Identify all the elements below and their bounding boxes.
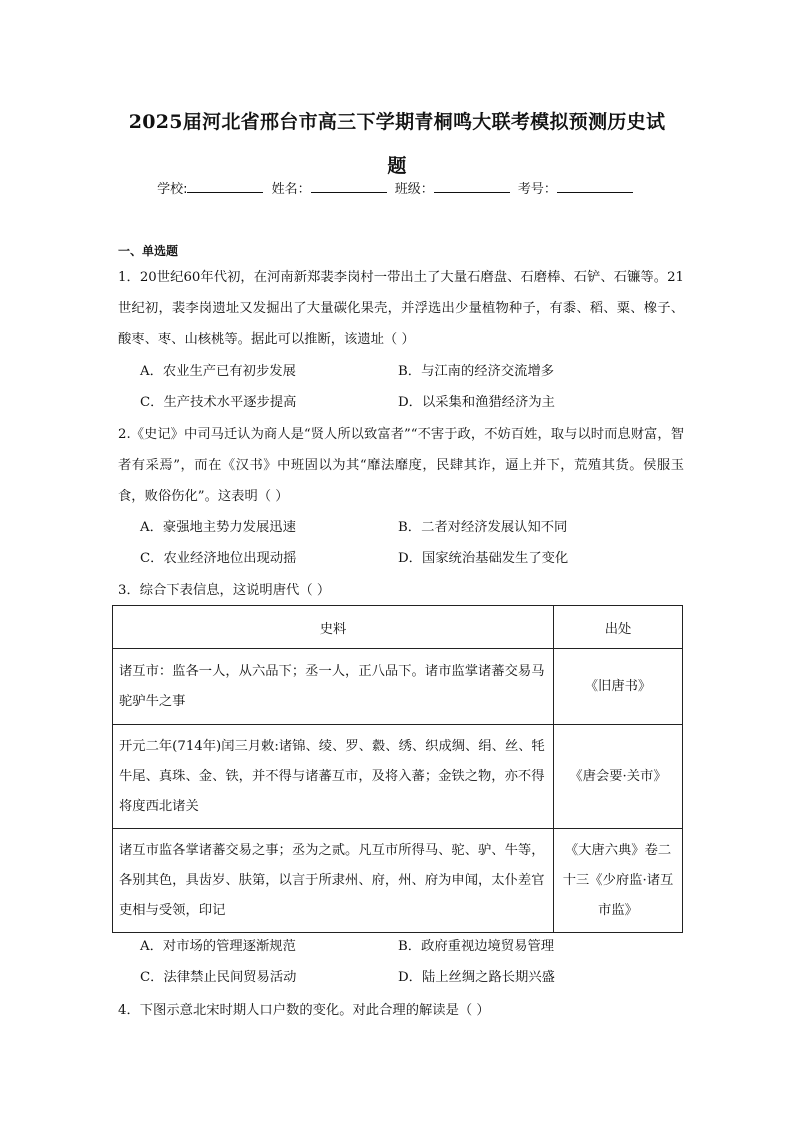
- question-3-option-a[interactable]: A．对市场的管理逐渐规范: [140, 939, 296, 954]
- table-header-source: 史料: [113, 606, 554, 649]
- title-line-1: 2025届河北省邢台市高三下学期青桐鸣大联考模拟预测历史试: [128, 111, 666, 133]
- question-2-option-b[interactable]: B．二者对经济发展认知不同: [398, 520, 568, 535]
- question-3-option-d[interactable]: D．陆上丝绸之路长期兴盛: [398, 970, 555, 985]
- table-cell-origin: 《大唐六典》卷二十三《少府监·诸互市监》: [554, 829, 683, 933]
- name-label: 姓名：: [271, 182, 311, 197]
- table-row: [113, 649, 683, 725]
- table-row: [113, 725, 683, 829]
- question-2-stem: 2.《史记》中司马迁认为商人是“贤人所以致富者”“不害于政，不妨百姓，取与以时而息财富，智者有采焉”，而在《汉书》中班固以为其“靡法靡度，民肆其诈，逼上并下，荒殖其货。侯服玉食，败俗伤化”。这表明（ ）: [118, 427, 684, 504]
- question-1-option-c[interactable]: C．生产技术水平逐步提高: [140, 395, 297, 410]
- section-heading: 一、单选题: [118, 244, 179, 258]
- source-table: [112, 605, 683, 933]
- question-3-stem: 3．综合下表信息，这说明唐代（ ）: [118, 583, 331, 598]
- question-2-option-a[interactable]: A．豪强地主势力发展迅速: [140, 520, 296, 535]
- title-line-2: 题: [387, 155, 407, 177]
- table-header-row: [113, 606, 683, 649]
- table-cell-source: 诸互市：监各一人，从六品下；丞一人，正八品下。诸市监掌诸蕃交易马驼驴牛之事: [113, 649, 554, 725]
- question-2-option-c[interactable]: C．农业经济地位出现动摇: [140, 551, 297, 566]
- table-cell-origin: 《旧唐书》: [554, 649, 683, 725]
- question-2-option-d[interactable]: D．国家统治基础发生了变化: [398, 551, 569, 566]
- student-info-fields: [112, 180, 682, 200]
- class-label: 班级：: [394, 182, 434, 197]
- question-4-stem: 4．下图示意北宋时期人口户数的变化。对此合理的解读是（ ）: [118, 1003, 490, 1018]
- question-1-stem: 1．20世纪60年代初，在河南新郑裴李岗村一带出土了大量石磨盘、石磨棒、石铲、石镰等。21世纪初，裴李岗遗址又发掘出了大量碳化果壳，并浮选出少量植物种子，有黍、稻、粟、橡子、酸枣、枣、山核桃等。据此可以推断，该遗址（ ）: [118, 270, 684, 347]
- question-1-option-d[interactable]: D．以采集和渔猎经济为主: [398, 395, 555, 410]
- table-row: [113, 829, 683, 933]
- table-cell-source: 开元二年(714年)闰三月敕:诸锦、绫、罗、縠、绣、织成绸、绢、丝、牦牛尾、真珠、金、铁，并不得与诸蕃互市，及将入蕃；金铁之物，亦不得将度西北诸关: [113, 725, 554, 829]
- question-3-option-c[interactable]: C．法律禁止民间贸易活动: [140, 970, 297, 985]
- name-blank[interactable]: [311, 180, 387, 193]
- school-blank[interactable]: [187, 180, 263, 193]
- class-blank[interactable]: [434, 180, 510, 193]
- question-1-option-a[interactable]: A．农业生产已有初步发展: [140, 364, 296, 379]
- table-header-origin: 出处: [554, 606, 683, 649]
- exam-number-blank[interactable]: [557, 180, 633, 193]
- table-cell-source: 诸互市监各掌诸蕃交易之事；丞为之贰。凡互市所得马、驼、驴、牛等，各别其色，具齿岁、肤第，以言于所隶州、府，州、府为申闻，太仆差官吏相与受领，印记: [113, 829, 554, 933]
- exam-title: [112, 100, 682, 188]
- table-cell-origin: 《唐会要·关市》: [554, 725, 683, 829]
- exam-number-label: 考号：: [517, 182, 557, 197]
- question-3-option-b[interactable]: B．政府重视边境贸易管理: [398, 939, 555, 954]
- school-label: 学校:: [157, 182, 188, 197]
- question-1-option-b[interactable]: B．与江南的经济交流增多: [398, 364, 555, 379]
